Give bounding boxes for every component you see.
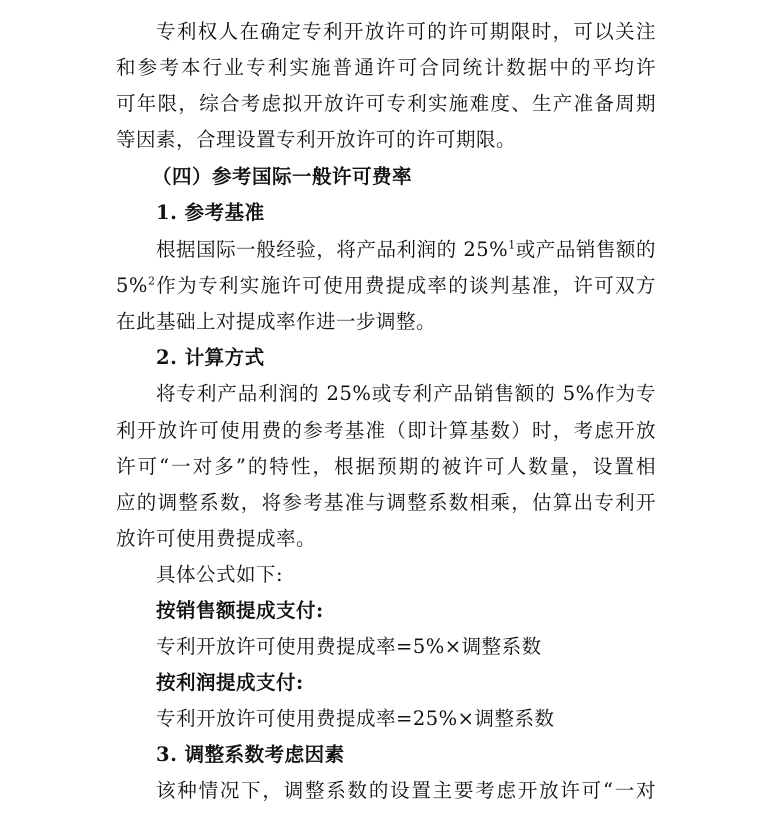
paragraph-1-line-1: 专利权人在确定专利开放许可的许可期限时，可以关注 — [156, 20, 656, 43]
paragraph-1-line-2: 和参考本行业专利实施普通许可合同统计数据中的平均许 — [116, 56, 656, 79]
paragraph-2-line-1-text-a: 根据国际一般经验，将产品利润的 25% — [156, 238, 509, 261]
paragraph-3-line-5: 放许可使用费提成率。 — [116, 527, 317, 550]
paragraph-2-line-2 — [116, 273, 656, 299]
paragraph-3-line-2: 利开放许可使用费的参考基准（即计算基数）时，考虑开放 — [116, 419, 656, 442]
paragraph-2-line-2-text-a: 5% — [116, 274, 148, 297]
profit-formula: 专利开放许可使用费提成率=25%×调整系数 — [156, 707, 555, 730]
sub-3-title: 3. 调整系数考虑因素 — [156, 743, 345, 766]
paragraph-2-line-1 — [156, 237, 656, 263]
paragraph-3-line-3: 许可“一对多”的特性，根据预期的被许可人数量，设置相 — [116, 455, 656, 478]
paragraph-3-line-4: 应的调整系数，将参考基准与调整系数相乘，估算出专利开 — [116, 491, 656, 514]
footnote-ref-1: 1 — [508, 238, 516, 252]
sales-label: 按销售额提成支付: — [156, 599, 324, 622]
paragraph-1-line-4: 等因素，合理设置专利开放许可的许可期限。 — [116, 128, 517, 151]
profit-label: 按利润提成支付: — [156, 671, 304, 694]
sub-1-title: 1. 参考基准 — [156, 201, 265, 224]
paragraph-2-line-1-text-b: 或产品销售额的 — [515, 238, 656, 261]
paragraph-2-line-2-text-b: 作为专利实施许可使用费提成率的谈判基准，许可双方 — [155, 274, 656, 297]
paragraph-2-line-3: 在此基础上对提成率作进一步调整。 — [116, 310, 437, 333]
paragraph-4-line-1: 该种情况下，调整系数的设置主要考虑开放许可“一对 — [156, 779, 656, 802]
sub-2-title: 2. 计算方式 — [156, 346, 265, 369]
formula-intro: 具体公式如下: — [156, 563, 284, 586]
footnote-ref-2: 2 — [147, 274, 156, 288]
paragraph-1-line-3: 可年限，综合考虑拟开放许可专利实施难度、生产准备周期 — [116, 92, 656, 115]
paragraph-3-line-1: 将专利产品利润的 25%或专利产品销售额的 5%作为专 — [156, 382, 656, 405]
sales-formula: 专利开放许可使用费提成率=5%×调整系数 — [156, 635, 542, 658]
section-4-title: （四）参考国际一般许可费率 — [152, 165, 413, 188]
